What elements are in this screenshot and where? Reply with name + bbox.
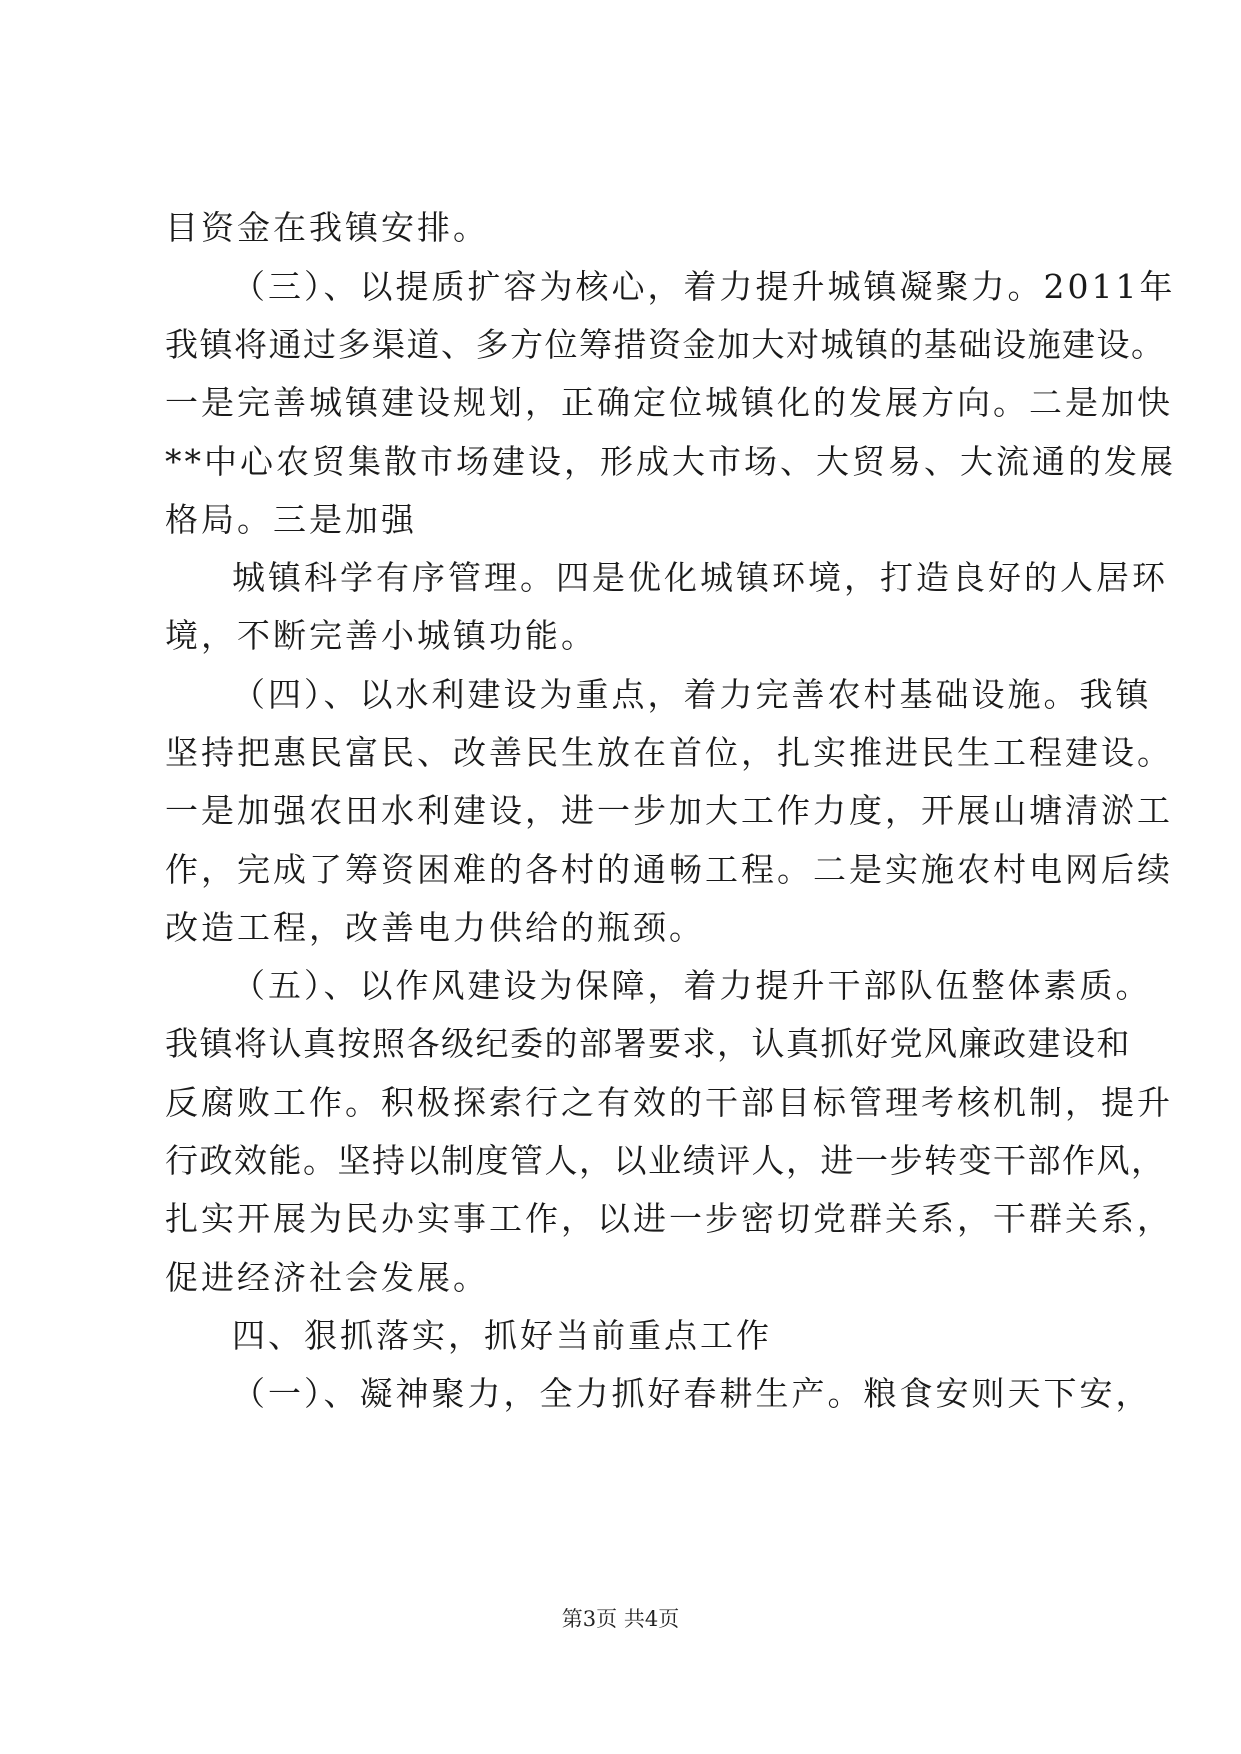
text-line: 行政效能。坚持以制度管人，以业绩评人，进一步转变干部作风， [165,1141,1166,1180]
text-line: 反腐败工作。积极探索行之有效的干部目标管理考核机制，提升 [165,1083,1173,1122]
text-line: （五）、以作风建设为保障，着力提升干部队伍整体素质。 [232,966,1152,1005]
text-line: 境，不断完善小城镇功能。 [165,616,597,655]
text-line: 作，完成了筹资困难的各村的通畅工程。二是实施农村电网后续 [165,850,1173,889]
text-line: 格局。三是加强 [165,500,417,539]
text-line: 目资金在我镇安排。 [165,208,489,247]
text-line: 我镇将认真按照各级纪委的部署要求，认真抓好党风廉政建设和 [165,1024,1131,1063]
text-line: 一是加强农田水利建设，进一步加大工作力度，开展山塘清淤工 [165,791,1173,830]
text-line: （三）、以提质扩容为核心，着力提升城镇凝聚力。2011年 [232,267,1176,306]
text-line: **中心农贸集散市场建设，形成大市场、大贸易、大流通的发展 [165,442,1176,481]
text-line: 一是完善城镇建设规划，正确定位城镇化的发展方向。二是加快 [165,383,1173,422]
text-line: 坚持把惠民富民、改善民生放在首位，扎实推进民生工程建设。 [165,733,1173,772]
text-line: 城镇科学有序管理。四是优化城镇环境，打造良好的人居环 [232,558,1168,597]
text-line: （四）、以水利建设为重点，着力完善农村基础设施。我镇 [232,675,1152,714]
text-line: （一）、凝神聚力，全力抓好春耕生产。粮食安则天下安， [232,1374,1152,1413]
text-line: 改造工程，改善电力供给的瓶颈。 [165,908,705,947]
text-line: 扎实开展为民办实事工作，以进一步密切党群关系，干群关系， [165,1199,1173,1238]
text-line: 我镇将通过多渠道、多方位筹措资金加大对城镇的基础设施建设。 [165,325,1166,364]
section-heading: 四、狠抓落实，抓好当前重点工作 [232,1316,772,1355]
text-line: 促进经济社会发展。 [165,1258,489,1297]
page-number-footer: 第3页 共4页 [561,1607,680,1631]
